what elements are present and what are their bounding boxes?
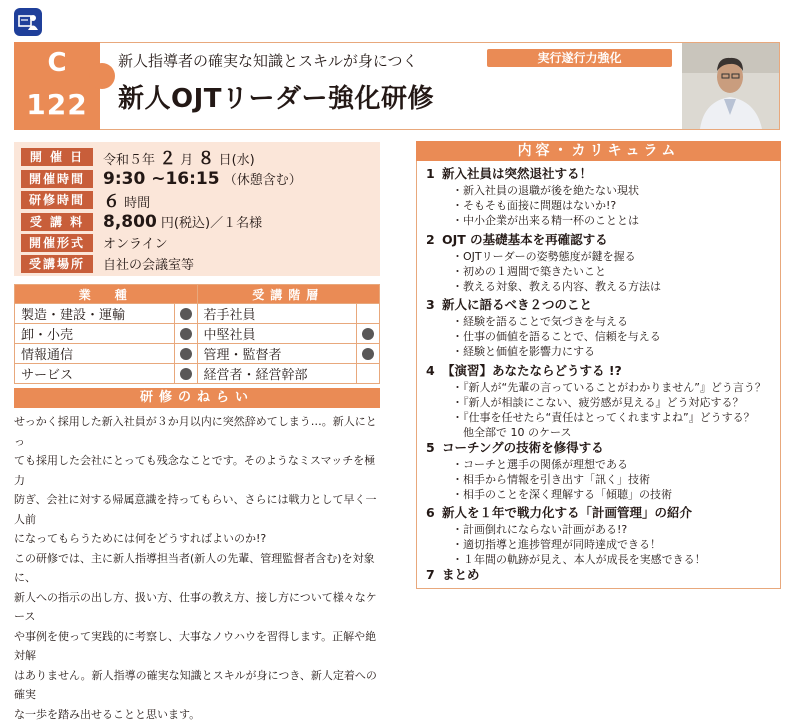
hours-value: ６ (103, 192, 120, 212)
date-day-unit: 日(水) (219, 153, 255, 168)
organization-logo-icon (14, 8, 42, 36)
table-row (15, 304, 380, 324)
curriculum-section-title (426, 565, 480, 583)
curriculum-item: ・経験と価値を影響力にする (452, 343, 595, 359)
section-number: 2 (426, 232, 442, 247)
level-cell: 経営者・経営幹部 (197, 364, 357, 384)
section-title-text: 新入社員は突然退社する！ (442, 166, 592, 181)
hours-row (21, 190, 150, 209)
fee-row (21, 212, 262, 231)
instructor-photo (682, 43, 779, 129)
curriculum-heading: 内容・カリキュラム (416, 141, 781, 161)
target-audience-table (14, 284, 380, 384)
fee-unit: 円(税込)／１名様 (161, 216, 262, 231)
aim-line: この研修では、主に新人指導担当者(新人の先輩、管理監督者含む)を対象に、 (14, 549, 382, 588)
filled-circle-icon (180, 348, 192, 360)
curriculum-item: ・『新人が相談にこない、疲労感が見える』どう対応する？ (452, 394, 744, 410)
level-cell: 中堅社員 (197, 324, 357, 344)
format-row (21, 233, 168, 252)
date-prefix: 令和５年 (103, 153, 155, 168)
aim-body (14, 412, 382, 724)
section-title-text: まとめ (442, 567, 480, 582)
level-mark-cell (357, 304, 380, 324)
industry-mark-cell (174, 344, 197, 364)
aim-line: ても採用した会社にとっても残念なことです。そのようなミスマッチを極力 (14, 451, 382, 490)
filled-circle-icon (180, 368, 192, 380)
curriculum-item: ・相手のことを深く理解する「傾聴」の技術 (452, 486, 672, 502)
section-title-text: OJT の基礎基本を再確認する (442, 232, 608, 247)
venue-value: 自社の会議室等 (103, 254, 194, 273)
curriculum-section-title (426, 503, 692, 521)
time-note: （休憩含む） (224, 173, 302, 188)
table-row (15, 324, 380, 344)
curriculum-item: 他全部で 10 のケース (452, 424, 571, 440)
fee-label: 受 講 料 (21, 213, 93, 231)
filled-circle-icon (362, 328, 374, 340)
level-cell: 若手社員 (197, 304, 357, 324)
puzzle-tab-decoration (89, 63, 115, 89)
curriculum-item: ・新入社員の退職が後を絶たない現状 (452, 182, 639, 198)
category-tag: 実行遂行力強化 (487, 49, 672, 67)
filled-circle-icon (180, 328, 192, 340)
curriculum-item: ・相手から情報を引き出す「訊く」技術 (452, 471, 650, 487)
industry-cell: 情報通信 (15, 344, 175, 364)
curriculum-item: ・コーチと選手の関係が理想である (452, 456, 628, 472)
aim-line: はありません。新人指導の確実な知識とスキルが身につき、新人定着への確実 (14, 666, 382, 705)
level-mark-cell (357, 324, 380, 344)
section-title-text: 【演習】あなたならどうする !? (442, 363, 622, 378)
curriculum-section-title (426, 230, 608, 248)
curriculum-item: ・教える対象、教える内容、教える方法は (452, 278, 661, 294)
course-code-letter: C (14, 48, 100, 78)
date-month: ２ (159, 149, 176, 169)
aim-line: な一歩を踏み出せることと思います。 (14, 705, 382, 724)
section-title-text: 新人を１年で戦力化する「計画管理」の紹介 (442, 505, 692, 520)
industry-cell: 製造・建設・運輸 (15, 304, 175, 324)
curriculum-item: ・『仕事を任せたら“責任はとってくれますよね”』どうする？ (452, 409, 755, 425)
date-row (21, 147, 255, 166)
industry-mark-cell (174, 324, 197, 344)
section-number: 4 (426, 363, 442, 378)
curriculum-item: ・初めの１週間で築きたいこと (452, 263, 606, 279)
course-title: 新人OJTリーダー強化研修 (118, 78, 434, 115)
industry-cell: サービス (15, 364, 175, 384)
course-code-number: 122 (14, 88, 100, 121)
hours-unit: 時間 (124, 196, 150, 211)
date-month-unit: 月 (180, 153, 193, 168)
curriculum-section-title (426, 164, 592, 182)
curriculum-item: ・『新人が“先輩の言っていることがわかりません”』どう言う？ (452, 379, 766, 395)
course-subtitle: 新人指導者の確実な知識とスキルが身につく (118, 50, 418, 71)
curriculum-section-title (426, 438, 604, 456)
aim-line: や事例を使って実践的に考察し、大事なノウハウを習得します。正解や絶対解 (14, 627, 382, 666)
hours-label: 研修時間 (21, 191, 93, 209)
curriculum-item: ・経験を語ることで気づきを与える (452, 313, 628, 329)
table-row (15, 344, 380, 364)
curriculum-item: ・１年間の軌跡が見え、本人が成長を実感できる！ (452, 551, 706, 567)
aim-line: になってもらうためには何をどうすればよいのか!? (14, 529, 382, 549)
format-label: 開催形式 (21, 234, 93, 252)
section-number: 3 (426, 297, 442, 312)
table-row (15, 364, 380, 384)
section-number: 1 (426, 166, 442, 181)
filled-circle-icon (362, 348, 374, 360)
fee-value: 8,800 (103, 212, 157, 232)
curriculum-item: ・そもそも面接に問題はないか!? (452, 197, 616, 213)
date-day: ８ (197, 149, 214, 169)
event-info-panel (14, 142, 380, 276)
time-value: 9:30 ~16:15 (103, 169, 220, 189)
level-header: 受講階層 (197, 285, 380, 304)
time-row (21, 169, 302, 188)
industry-mark-cell (174, 364, 197, 384)
industry-mark-cell (174, 304, 197, 324)
filled-circle-icon (180, 308, 192, 320)
course-code-badge (14, 42, 100, 130)
curriculum-item: ・中小企業が出来る精一杯のこととは (452, 212, 639, 228)
curriculum-item: ・OJTリーダーの姿勢態度が鍵を握る (452, 248, 636, 264)
curriculum-item: ・適切指導と進捗管理が同時達成できる！ (452, 536, 661, 552)
level-mark-cell (357, 344, 380, 364)
section-number: 7 (426, 567, 442, 582)
industry-cell: 卸・小売 (15, 324, 175, 344)
date-label: 開 催 日 (21, 148, 93, 166)
curriculum-item: ・仕事の価値を語ることで、信頼を与える (452, 328, 661, 344)
level-mark-cell (357, 364, 380, 384)
time-label: 開催時間 (21, 170, 93, 188)
section-title-text: 新人に語るべき２つのこと (442, 297, 592, 312)
level-cell: 管理・監督者 (197, 344, 357, 364)
aim-line: せっかく採用した新入社員が３か月以内に突然辞めてしまう…。新人にとっ (14, 412, 382, 451)
section-number: 5 (426, 440, 442, 455)
venue-label: 受講場所 (21, 255, 93, 273)
aim-heading: 研修のねらい (14, 388, 380, 408)
curriculum-item: ・計画倒れにならない計画がある!? (452, 521, 627, 537)
curriculum-section-title (426, 361, 622, 379)
section-title-text: コーチングの技術を修得する (442, 440, 604, 455)
industry-header: 業 種 (15, 285, 198, 304)
venue-row (21, 254, 194, 273)
aim-line: 新人への指示の出し方、扱い方、仕事の教え方、接し方について様々なケース (14, 588, 382, 627)
aim-line: 防ぎ、会社に対する帰属意識を持ってもらい、さらには戦力として早く一人前 (14, 490, 382, 529)
section-number: 6 (426, 505, 442, 520)
format-value: オンライン (103, 233, 168, 252)
curriculum-section-title (426, 295, 592, 313)
